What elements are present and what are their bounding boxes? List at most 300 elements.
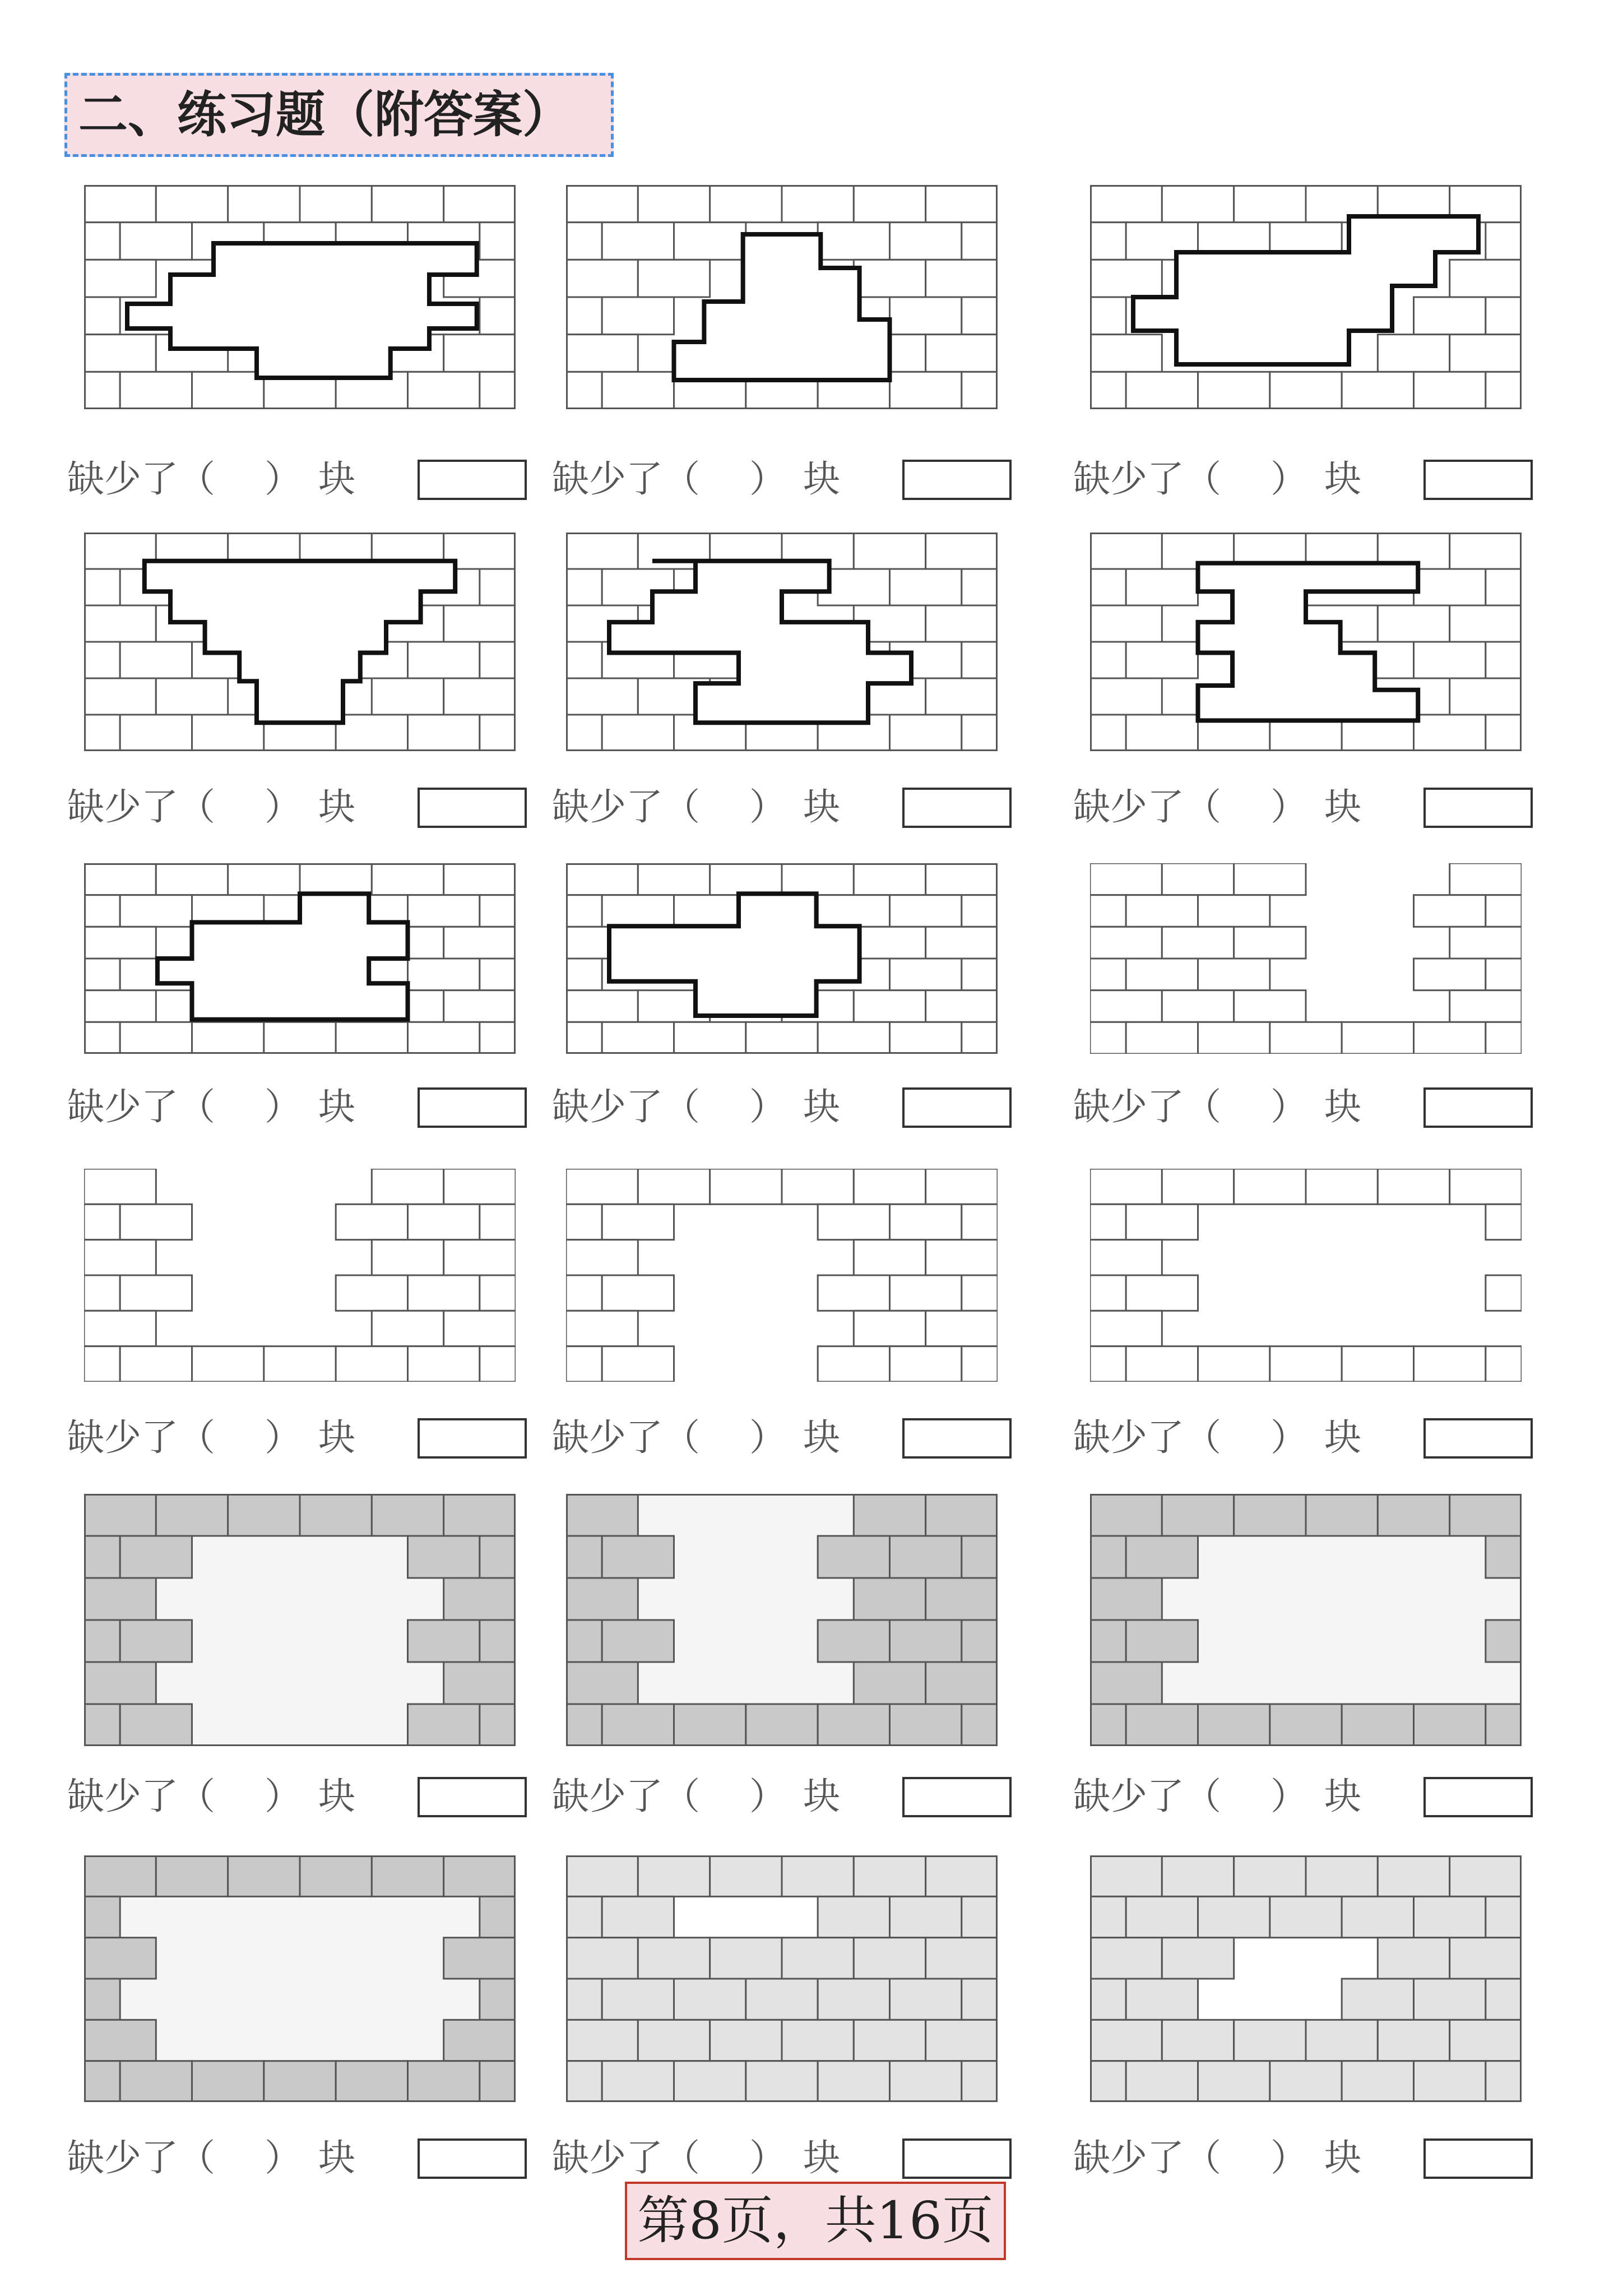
brick (926, 605, 998, 642)
brick (854, 2020, 925, 2061)
missing-bricks-question-10 (67, 1413, 355, 1463)
brick (192, 1022, 264, 1054)
brick-wall-2 (566, 185, 998, 409)
brick-wall-6 (1090, 533, 1522, 751)
brick (480, 959, 516, 990)
brick (674, 2061, 746, 2102)
brick (84, 1346, 120, 1382)
brick (890, 715, 962, 751)
open-paren: （ (663, 2136, 700, 2179)
missing-bricks-question-7 (67, 1082, 355, 1132)
answer-box-6[interactable] (1423, 788, 1533, 828)
brick (1234, 1494, 1306, 1536)
brick (1162, 185, 1234, 223)
brick (1090, 1204, 1126, 1239)
brick (1486, 642, 1522, 678)
brick (444, 2020, 516, 2061)
unit-label: 块 (1324, 1775, 1361, 1818)
brick (372, 1494, 443, 1536)
brick (1162, 990, 1234, 1022)
unit-label: 块 (1324, 1085, 1361, 1128)
brick (1414, 1896, 1486, 1937)
brick (480, 1022, 516, 1054)
brick (1306, 1494, 1378, 1536)
brick (710, 2020, 782, 2061)
brick (84, 1979, 120, 2020)
brick (1414, 569, 1486, 605)
brick (602, 1979, 674, 2020)
brick (264, 1022, 336, 1054)
missing-bricks-question-3 (1073, 454, 1361, 504)
brick (1126, 895, 1198, 927)
brick (782, 863, 854, 895)
brick (602, 715, 674, 751)
brick (480, 715, 516, 751)
brick (674, 223, 746, 260)
answer-box-16[interactable] (418, 2138, 527, 2179)
brick (602, 1896, 674, 1937)
brick (926, 678, 998, 715)
brick (818, 1275, 889, 1311)
missing-bricks-question-2 (552, 454, 840, 504)
brick (228, 1855, 300, 1896)
brick (1414, 297, 1486, 335)
answer-box-11[interactable] (902, 1418, 1012, 1459)
answer-box-5[interactable] (902, 788, 1012, 828)
missing-bricks-question-9 (1073, 1082, 1361, 1132)
brick (926, 1578, 998, 1620)
brick (1090, 1938, 1162, 1979)
brick (408, 1346, 480, 1382)
answer-box-10[interactable] (418, 1418, 527, 1459)
brick (926, 1855, 998, 1896)
brick (566, 1346, 602, 1382)
brick (962, 569, 998, 605)
brick (926, 2020, 998, 2061)
brick (854, 927, 925, 959)
brick (566, 185, 638, 223)
brick-wall-3 (1090, 185, 1522, 409)
brick (300, 185, 372, 223)
brick (1414, 715, 1486, 751)
brick (84, 927, 156, 959)
brick (120, 2061, 192, 2102)
answer-box-2[interactable] (902, 460, 1012, 500)
close-paren: ） (265, 785, 302, 828)
brick (962, 223, 998, 260)
brick (1126, 1536, 1198, 1578)
close-paren: ） (749, 457, 786, 501)
brick-wall-18 (1090, 1855, 1522, 2102)
brick (566, 1240, 638, 1275)
brick (1162, 1169, 1234, 1204)
brick (566, 895, 602, 927)
brick (1486, 1896, 1522, 1937)
brick (1198, 1022, 1270, 1054)
brick (566, 1662, 638, 1704)
answer-box-7[interactable] (418, 1087, 527, 1128)
brick (1090, 1620, 1126, 1662)
brick (1414, 959, 1486, 990)
question-prefix: 缺少了 (552, 1085, 663, 1128)
unit-label: 块 (803, 457, 840, 501)
brick (1090, 642, 1126, 678)
brick (566, 1704, 602, 1746)
brick (854, 185, 925, 223)
brick (1090, 715, 1126, 751)
open-paren: （ (178, 1085, 215, 1128)
brick (1378, 2020, 1449, 2061)
brick (1090, 1578, 1162, 1620)
brick (962, 1275, 998, 1311)
question-prefix: 缺少了 (552, 457, 663, 501)
brick (300, 1494, 372, 1536)
brick (480, 569, 516, 605)
brick (408, 1204, 480, 1239)
brick (746, 1022, 818, 1054)
answer-box-1[interactable] (418, 460, 527, 500)
brick (1090, 335, 1162, 372)
brick (926, 1662, 998, 1704)
brick (480, 372, 516, 409)
brick (1486, 959, 1522, 990)
brick (84, 372, 120, 409)
brick (1126, 715, 1198, 751)
brick (1486, 895, 1522, 927)
brick (1090, 959, 1126, 990)
brick (1450, 863, 1522, 895)
brick (566, 1494, 638, 1536)
close-paren: ） (265, 1775, 302, 1818)
answer-box-14[interactable] (902, 1777, 1012, 1817)
brick (818, 1704, 889, 1746)
brick-wall-17 (566, 1855, 998, 2102)
brick (566, 1578, 638, 1620)
question-prefix: 缺少了 (1073, 785, 1184, 828)
brick (890, 1022, 962, 1054)
brick (84, 642, 120, 678)
open-paren: （ (663, 785, 700, 828)
brick (1486, 1275, 1522, 1311)
brick (1486, 1204, 1522, 1239)
brick (962, 372, 998, 409)
brick-wall-1 (84, 185, 516, 409)
brick (1450, 1169, 1522, 1204)
brick (84, 1855, 156, 1896)
brick (818, 1896, 889, 1937)
brick (1450, 605, 1522, 642)
brick (444, 1662, 516, 1704)
brick (84, 569, 120, 605)
brick (1270, 2061, 1342, 2102)
unit-label: 块 (803, 2136, 840, 2179)
brick (84, 260, 156, 297)
answer-box-13[interactable] (418, 1777, 527, 1817)
brick (408, 372, 480, 409)
brick (1090, 223, 1126, 260)
brick-wall-5 (566, 533, 998, 751)
brick (1270, 1896, 1342, 1937)
brick (408, 1704, 480, 1746)
brick (566, 1938, 638, 1979)
brick (1162, 2020, 1234, 2061)
brick (854, 1240, 925, 1275)
brick (1126, 642, 1198, 678)
brick (444, 335, 516, 372)
brick (602, 1346, 674, 1382)
question-prefix: 缺少了 (552, 1775, 663, 1818)
brick (336, 1204, 407, 1239)
answer-box-15[interactable] (1423, 1777, 1533, 1817)
unit-label: 块 (803, 1775, 840, 1818)
brick (84, 990, 156, 1022)
answer-box-18[interactable] (1423, 2138, 1533, 2179)
brick (962, 959, 998, 990)
brick (1450, 1494, 1522, 1536)
open-paren: （ (178, 457, 215, 501)
unit-label: 块 (318, 2136, 355, 2179)
brick (84, 2061, 120, 2102)
brick (444, 1311, 516, 1346)
brick (674, 1704, 746, 1746)
brick (1198, 959, 1270, 990)
brick (1342, 1979, 1413, 2020)
brick (1090, 605, 1162, 642)
brick (890, 1896, 962, 1937)
brick (890, 1620, 962, 1662)
brick (120, 1275, 192, 1311)
brick (84, 2020, 156, 2061)
brick (480, 1204, 516, 1239)
brick (372, 863, 443, 895)
brick (1090, 863, 1162, 895)
brick (1090, 1704, 1126, 1746)
brick (854, 1311, 925, 1346)
brick (926, 1494, 998, 1536)
brick (1162, 1938, 1234, 1979)
brick (300, 1855, 372, 1896)
close-paren: ） (265, 457, 302, 501)
brick (854, 990, 925, 1022)
brick (1090, 260, 1162, 297)
brick (84, 605, 156, 642)
brick (566, 223, 602, 260)
brick (890, 223, 962, 260)
brick (1414, 895, 1486, 927)
brick-wall-12 (1090, 1169, 1522, 1382)
brick (854, 1855, 925, 1896)
question-prefix: 缺少了 (67, 1416, 178, 1459)
brick (818, 223, 889, 260)
brick-wall-9 (1090, 863, 1522, 1054)
brick (1162, 1494, 1234, 1536)
unit-label: 块 (803, 1416, 840, 1459)
question-prefix: 缺少了 (67, 1085, 178, 1128)
brick (480, 1346, 516, 1382)
brick (408, 959, 480, 990)
brick (444, 990, 516, 1022)
open-paren: （ (1184, 2136, 1221, 2179)
brick (1090, 185, 1162, 223)
brick (84, 1536, 120, 1578)
brick (84, 185, 156, 223)
brick (372, 185, 443, 223)
brick (1450, 1938, 1522, 1979)
brick (1090, 927, 1162, 959)
brick (1450, 260, 1522, 297)
brick (566, 642, 602, 678)
brick (1090, 1896, 1126, 1937)
question-prefix: 缺少了 (67, 785, 178, 828)
brick (84, 1704, 120, 1746)
brick (1090, 1536, 1126, 1578)
brick (746, 2061, 818, 2102)
brick (120, 223, 192, 260)
brick (156, 185, 228, 223)
brick (1342, 2061, 1413, 2102)
unit-label: 块 (1324, 785, 1361, 828)
brick (1414, 1022, 1486, 1054)
brick (84, 1662, 156, 1704)
brick (408, 1536, 480, 1578)
open-paren: （ (663, 1416, 700, 1459)
brick-wall-4 (84, 533, 516, 751)
brick (1414, 1979, 1486, 2020)
brick (926, 1938, 998, 1979)
brick (854, 1578, 925, 1620)
answer-box-8[interactable] (902, 1087, 1012, 1128)
brick (336, 715, 407, 751)
brick (480, 1896, 516, 1937)
brick (962, 1346, 998, 1382)
brick (84, 1275, 120, 1311)
page-number-footer: 第8页，共16页 (625, 2182, 1006, 2260)
open-paren: （ (178, 1416, 215, 1459)
close-paren: ） (265, 1416, 302, 1459)
brick (926, 863, 998, 895)
brick (1486, 1704, 1522, 1746)
open-paren: （ (1184, 1085, 1221, 1128)
brick (1486, 1620, 1522, 1662)
brick (818, 1979, 889, 2020)
brick (854, 1938, 925, 1979)
brick (1090, 1275, 1126, 1311)
brick (674, 1979, 746, 2020)
open-paren: （ (663, 1775, 700, 1818)
brick (156, 863, 228, 895)
brick (638, 1169, 710, 1204)
open-paren: （ (178, 2136, 215, 2179)
brick (962, 297, 998, 335)
brick (156, 1855, 228, 1896)
brick (890, 2061, 962, 2102)
brick (602, 2061, 674, 2102)
open-paren: （ (1184, 785, 1221, 828)
close-paren: ） (749, 2136, 786, 2179)
brick (638, 2020, 710, 2061)
close-paren: ） (1270, 1775, 1307, 1818)
brick (890, 297, 962, 335)
question-prefix: 缺少了 (1073, 2136, 1184, 2179)
unit-label: 块 (803, 1085, 840, 1128)
brick (1306, 1169, 1378, 1204)
brick (818, 1620, 889, 1662)
brick (1090, 990, 1162, 1022)
brick (1450, 678, 1522, 715)
brick (1450, 533, 1522, 569)
brick (84, 1022, 120, 1054)
question-prefix: 缺少了 (1073, 457, 1184, 501)
brick (156, 1494, 228, 1536)
brick (480, 1704, 516, 1746)
brick (480, 895, 516, 927)
brick (84, 1494, 156, 1536)
brick (926, 1169, 998, 1204)
brick (1090, 895, 1126, 927)
missing-bricks-question-6 (1073, 782, 1361, 832)
brick (1090, 297, 1126, 335)
brick (1090, 533, 1162, 569)
brick (566, 1896, 602, 1937)
unit-label: 块 (318, 785, 355, 828)
brick (1090, 372, 1126, 409)
brick (1234, 927, 1306, 959)
brick (1234, 185, 1306, 223)
brick (566, 715, 602, 751)
answer-box-17[interactable] (902, 2138, 1012, 2179)
brick (638, 1938, 710, 1979)
unit-label: 块 (318, 1416, 355, 1459)
brick (192, 372, 264, 409)
close-paren: ） (749, 785, 786, 828)
answer-box-12[interactable] (1423, 1418, 1533, 1459)
missing-bricks-question-4 (67, 782, 355, 832)
brick (84, 959, 120, 990)
brick (962, 1022, 998, 1054)
brick (444, 185, 516, 223)
answer-box-4[interactable] (418, 788, 527, 828)
brick (818, 2061, 889, 2102)
brick (1378, 1855, 1449, 1896)
brick (1162, 863, 1234, 895)
brick (264, 1346, 336, 1382)
brick (1162, 927, 1234, 959)
brick (818, 1536, 889, 1578)
brick (1306, 2020, 1378, 2061)
missing-bricks-question-18 (1073, 2133, 1361, 2183)
brick (602, 372, 674, 409)
brick (84, 223, 120, 260)
brick (926, 927, 998, 959)
answer-box-9[interactable] (1423, 1087, 1533, 1128)
brick (120, 895, 192, 927)
answer-box-3[interactable] (1423, 460, 1533, 500)
brick (1198, 1346, 1270, 1382)
brick (444, 1494, 516, 1536)
brick (84, 335, 156, 372)
brick (1486, 1536, 1522, 1578)
brick (890, 1204, 962, 1239)
brick-wall-8 (566, 863, 998, 1054)
brick (1414, 1346, 1486, 1382)
brick (372, 1240, 443, 1275)
brick (1270, 1022, 1342, 1054)
missing-bricks-question-1 (67, 454, 355, 504)
brick (1198, 1896, 1270, 1937)
unit-label: 块 (1324, 2136, 1361, 2179)
brick (1090, 678, 1162, 715)
brick (1486, 1022, 1522, 1054)
